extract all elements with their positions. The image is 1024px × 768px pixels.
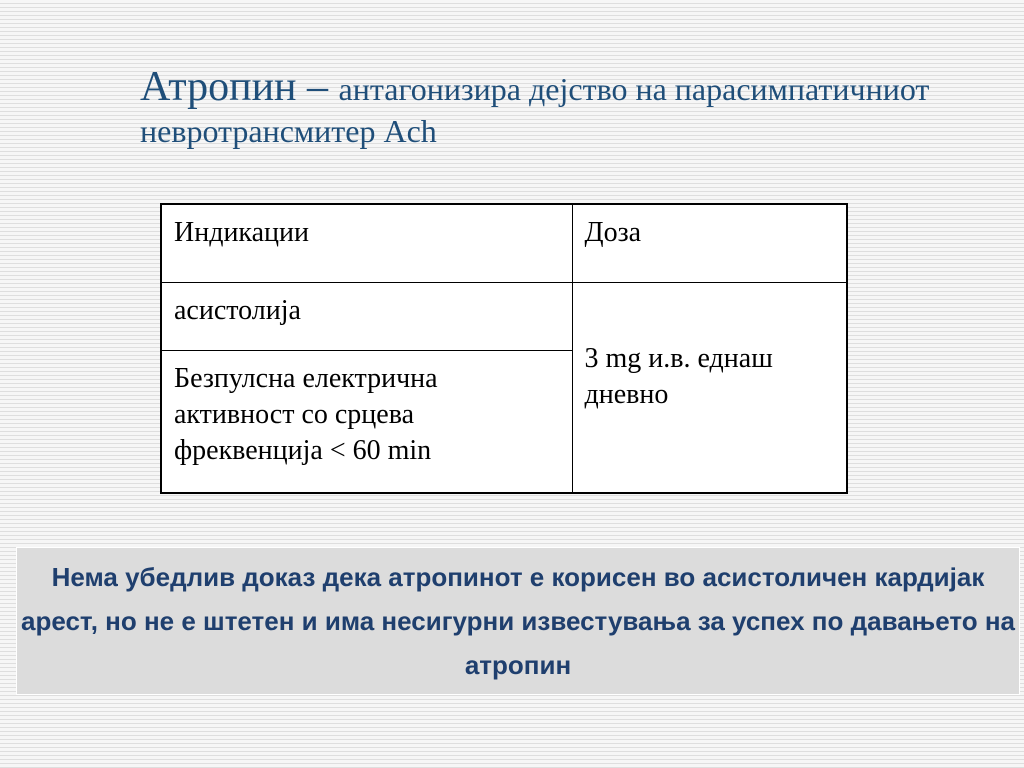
- evidence-note: [16, 547, 1020, 695]
- indication-cell: асистолија: [161, 282, 572, 350]
- indication-cell: Безпулсна електрична активност со срцева фреквенција < 60 min: [161, 350, 572, 493]
- header-dose: Доза: [572, 204, 847, 282]
- table-header-row: [161, 204, 847, 282]
- dose-cell: 3 mg и.в. еднаш дневно: [572, 282, 847, 493]
- title-drug-name: Атропин –: [140, 64, 339, 110]
- slide-title: [140, 62, 1000, 151]
- evidence-note-text: Нема убедлив доказ дека атропинот е корисен во асистоличен кардијак арест, но не е штетен и има несигурни известувања за успех по давањето на атропин: [21, 562, 1016, 680]
- title-description: антагонизира дејство на парасимпатичниот невротрансмитер Ach: [140, 71, 930, 150]
- indications-dose-table: [160, 203, 848, 494]
- table-row: [161, 282, 847, 350]
- header-indications: Индикации: [161, 204, 572, 282]
